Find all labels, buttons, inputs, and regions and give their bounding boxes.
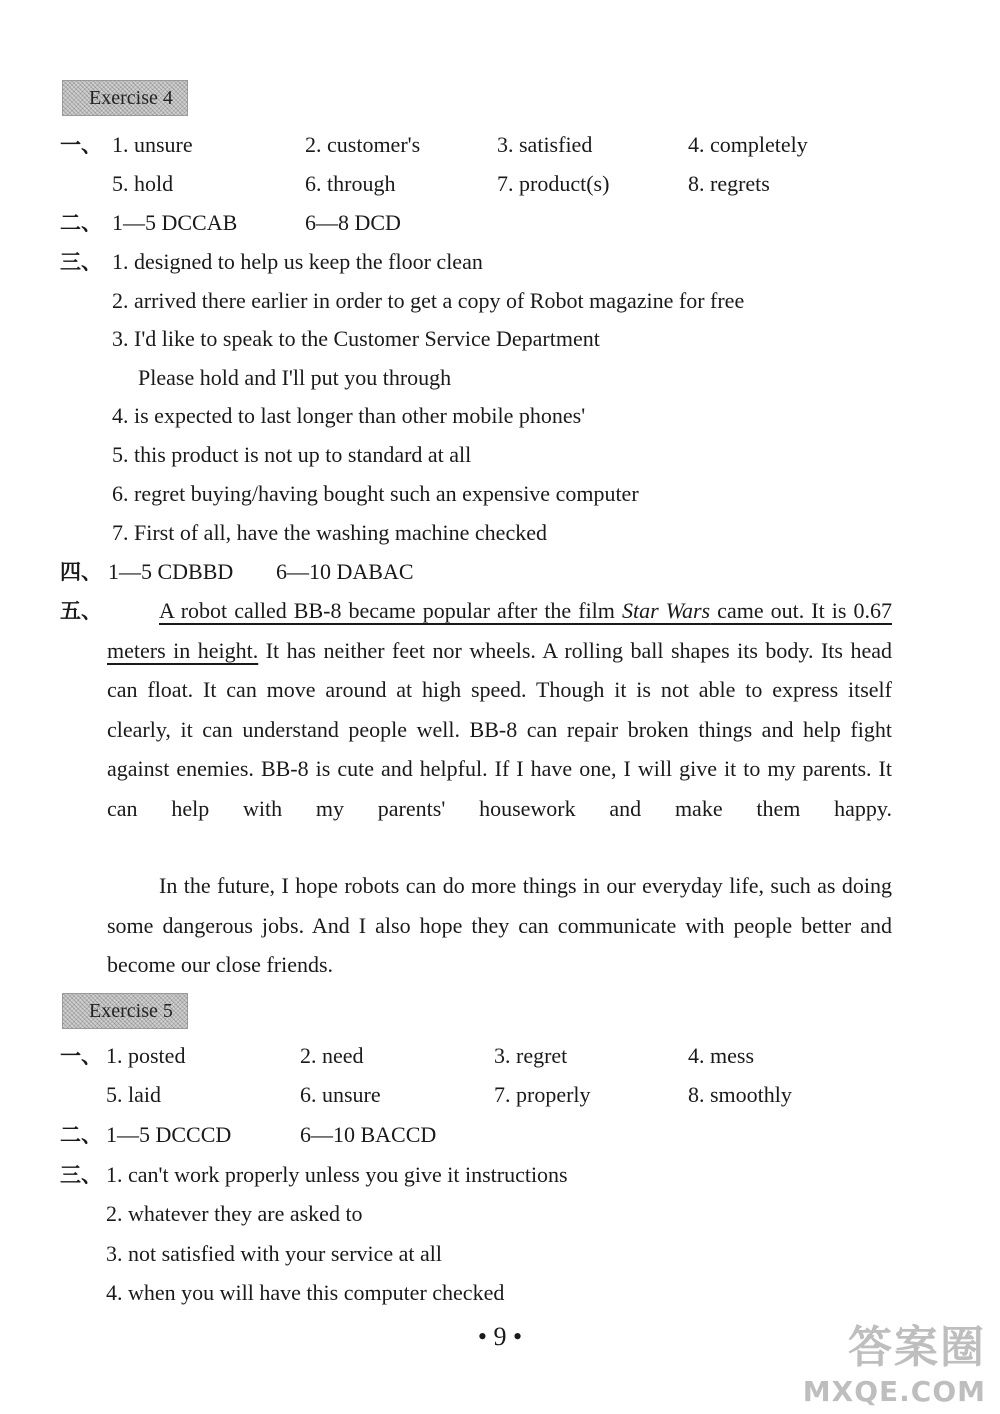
answer-group: 1—5 CDBBD <box>108 559 234 584</box>
answer-cell: 6. through <box>305 171 396 196</box>
answer-group: 6—10 BACCD <box>300 1122 437 1147</box>
answer-sentence: Please hold and I'll put you through <box>138 365 452 390</box>
answer-sentence: 3. I'd like to speak to the Customer Service Department <box>112 326 600 351</box>
answer-cell: 7. product(s) <box>497 171 610 196</box>
film-title: Star Wars <box>621 598 711 623</box>
answer-cell: 3. satisfied <box>497 132 593 157</box>
answer-sentence: 2. arrived there earlier in order to get a copy of Robot magazine for free <box>112 288 745 313</box>
ex4-s4-number: 四、 <box>60 559 102 584</box>
answer-sentence: 3. not satisfied with your service at all <box>106 1241 443 1266</box>
answer-group: 1—5 DCCAB <box>112 210 238 235</box>
essay-text: It has neither feet nor wheels. A rolling ball shapes its body. Its head can float. It can move around at high speed. Though it is not able to express itself clearly, it can understand people well. BB-8 can repair broken things and help fight against enemies. BB-8 is cute and helpful. If I have one, I will give it to my parents. It can help with my parents' housework and make them happy. <box>107 637 892 821</box>
answer-cell: 4. completely <box>688 132 808 157</box>
answer-cell: 2. customer's <box>305 132 421 157</box>
answer-sentence: 5. this product is not up to standard at all <box>112 442 472 467</box>
answer-sentence: 6. regret buying/having bought such an expensive computer <box>112 481 639 506</box>
ex4-s1-number: 一、 <box>60 132 102 157</box>
answer-sentence: 4. is expected to last longer than other mobile phones' <box>112 403 586 428</box>
answer-sentence: 2. whatever they are asked to <box>106 1201 363 1226</box>
ex5-s1-number: 一、 <box>60 1043 102 1068</box>
watermark-domain: MXQE.COM <box>802 1375 986 1408</box>
ex4-s3-number: 三、 <box>60 249 102 274</box>
answer-cell: 8. smoothly <box>688 1082 792 1107</box>
ex5-s3-number: 三、 <box>60 1162 102 1187</box>
answer-sentence: 4. when you will have this computer checked <box>106 1280 505 1305</box>
ex5-s2-number: 二、 <box>60 1122 102 1147</box>
answer-cell: 5. laid <box>106 1082 161 1107</box>
ex4-s5-number: 五、 <box>60 598 102 623</box>
ex4-essay-paragraph-2: In the future, I hope robots can do more things in our everyday life, such as doing some dangerous jobs. And I also hope they can communicate with people better and become our close friends. <box>107 873 892 977</box>
exercise-5-title: Exercise 5 <box>62 993 188 1029</box>
site-watermark <box>803 1311 986 1408</box>
watermark-logo-text: 答案圈 <box>848 1322 986 1373</box>
answer-group: 6—10 DABAC <box>276 559 414 584</box>
answer-sentence: 7. First of all, have the washing machine checked <box>112 520 547 545</box>
answer-cell: 1. posted <box>106 1043 186 1068</box>
ex4-s2-number: 二、 <box>60 210 102 235</box>
essay-underlined-text: A robot called BB-8 became popular after the film Star Wars came out. It is 0.67 meters in height. <box>107 598 893 663</box>
answer-sentence: 1. designed to help us keep the floor clean <box>112 249 483 274</box>
answer-sentence: 1. can't work properly unless you give it instructions <box>106 1162 568 1187</box>
answer-cell: 6. unsure <box>300 1082 381 1107</box>
ex4-essay-paragraph-1 <box>107 591 892 828</box>
exercise-4-title: Exercise 4 <box>62 80 188 116</box>
answer-cell: 1. unsure <box>112 132 193 157</box>
answer-group: 1—5 DCCCD <box>106 1122 232 1147</box>
answer-cell: 2. need <box>300 1043 364 1068</box>
answer-cell: 3. regret <box>494 1043 568 1068</box>
answer-cell: 7. properly <box>494 1082 591 1107</box>
answer-cell: 5. hold <box>112 171 174 196</box>
page-number: • 9 • <box>477 1322 523 1351</box>
answer-group: 6—8 DCD <box>305 210 401 235</box>
answer-cell: 8. regrets <box>688 171 770 196</box>
answer-cell: 4. mess <box>688 1043 754 1068</box>
